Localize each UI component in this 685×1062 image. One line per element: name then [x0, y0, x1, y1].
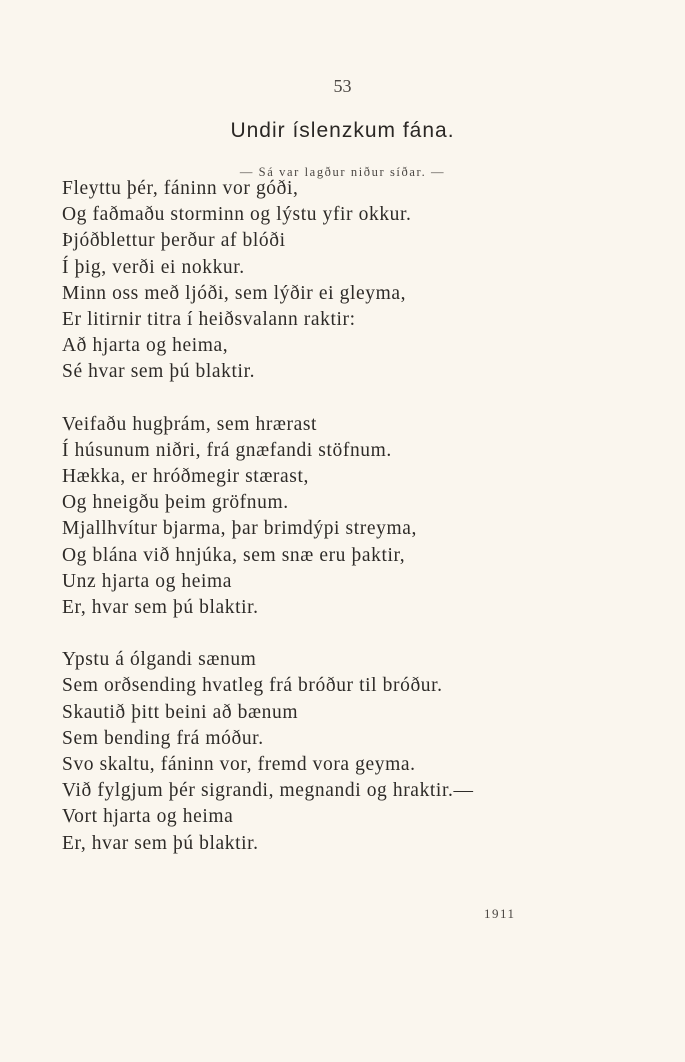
poem-line: Unz hjarta og heima — [62, 570, 233, 592]
poem-body — [62, 176, 672, 883]
poem-year: 1911 — [484, 906, 516, 921]
poem-line: Fleyttu þér, fáninn vor góði, — [62, 178, 299, 199]
poem-line: Og faðmaðu storminn og lýstu yfir okkur. — [62, 204, 412, 226]
poem-subtitle: — Sá var lagður niður síðar. — — [239, 165, 446, 179]
poem-line: Og blána við hnjúka, sem snæ eru þaktir, — [62, 544, 406, 566]
poem-line: Í húsunum niðri, frá gnæfandi stöfnum. — [62, 439, 392, 461]
poem-line: Minn oss með ljóði, sem lýðir ei gleyma, — [62, 282, 407, 304]
poem-line: Vort hjarta og heima — [62, 806, 234, 828]
poem-line: Skautið þitt beini að bænum — [62, 701, 299, 723]
poem-line: Ypstu á ólgandi sænum — [62, 649, 257, 671]
poem-line: Er, hvar sem þú blaktir. — [62, 597, 259, 619]
poem-line: Að hjarta og heima, — [62, 335, 229, 357]
poem-line: Hækka, er hróðmegir stærast, — [62, 466, 309, 488]
poem-line: Svo skaltu, fáninn vor, fremd vora geyma. — [62, 754, 416, 776]
poem-line: Veifaðu hugþrám, sem hrærast — [62, 413, 318, 435]
stanza-1 — [62, 176, 672, 386]
stanza-3 — [62, 647, 672, 857]
poem-line: Í þig, verði ei nokkur. — [62, 256, 245, 278]
stanza-2 — [62, 412, 672, 622]
page-number: 53 — [333, 76, 352, 96]
poem-line: Sem bending frá móður. — [62, 727, 264, 749]
poem-line: Sem orðsending hvatleg frá bróður til bróður. — [62, 675, 443, 697]
poem-line: Þjóðblettur þerður af blóði — [62, 230, 286, 252]
poem-line: Og hneigðu þeim gröfnum. — [62, 492, 289, 514]
poem-line: Við fylgjum þér sigrandi, megnandi og hraktir.— — [62, 780, 474, 802]
poem-line: Mjallhvítur bjarma, þar brimdýpi streyma, — [62, 518, 417, 540]
poem-line: Er, hvar sem þú blaktir. — [62, 832, 259, 854]
poem-line: Er litirnir titra í heiðsvalann raktir: — [62, 309, 356, 331]
poem-title: Undir íslenzkum fána. — [230, 119, 455, 142]
poem-line: Sé hvar sem þú blaktir. — [62, 361, 256, 383]
